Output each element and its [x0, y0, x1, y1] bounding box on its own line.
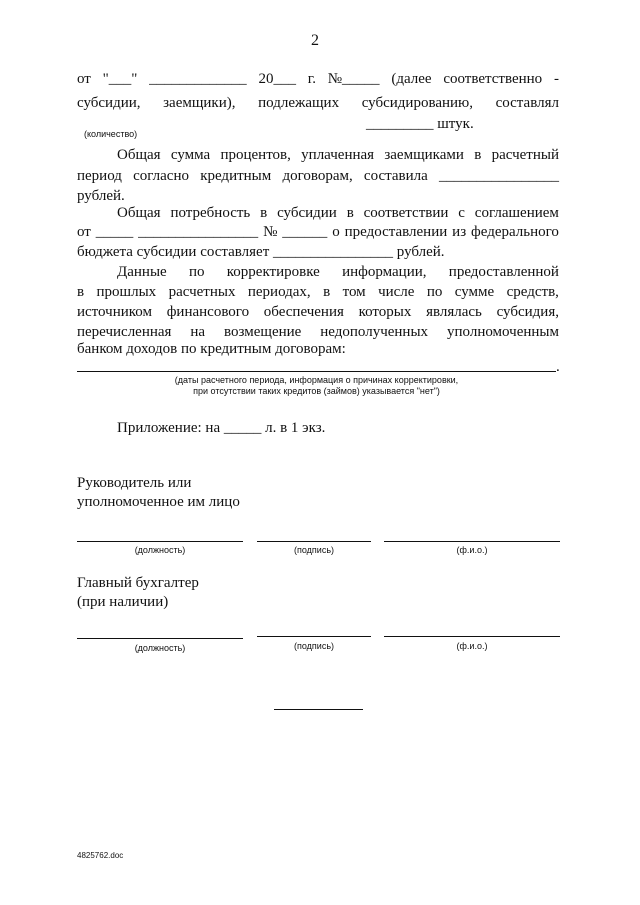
paragraph-1-line-1	[77, 69, 559, 89]
note-corrections-2: при отсутствии таких кредитов (займов) указывается "нет")	[193, 386, 440, 396]
word: финансового	[166, 304, 250, 320]
word: источником	[77, 304, 152, 320]
word: ______	[282, 224, 328, 240]
closing-separator	[274, 709, 363, 710]
word: субсидированию,	[361, 95, 473, 111]
paragraph-4-line-2	[77, 282, 559, 302]
word: Данные	[117, 264, 167, 280]
word: №	[263, 224, 278, 240]
word: сумма	[170, 147, 211, 163]
word: Общая	[117, 147, 161, 163]
word: уплаченная	[301, 147, 375, 163]
word: том	[342, 284, 366, 300]
word: перечисленная	[77, 324, 172, 340]
word: ________________	[138, 224, 259, 240]
word: являлась	[426, 304, 482, 320]
page-number: 2	[311, 32, 319, 49]
word: соответственно	[443, 71, 543, 87]
word: _____________	[149, 71, 247, 87]
word: составила	[363, 168, 428, 184]
note-corrections-1: (даты расчетного периода, информация о причинах корректировки,	[174, 375, 459, 385]
word: недополученных	[320, 324, 429, 340]
word: _____	[95, 224, 134, 240]
head-title-1: Руководитель или	[77, 475, 192, 491]
head-name-line	[384, 541, 560, 542]
word: в	[323, 284, 331, 300]
word: г.	[307, 71, 316, 87]
accountant-position-line	[77, 638, 243, 639]
word: из	[452, 224, 467, 240]
word: предоставленной	[448, 264, 559, 280]
word: числе	[378, 284, 415, 300]
word: федерального	[471, 224, 559, 240]
paragraph-3-line-1	[117, 203, 559, 223]
head-position-line	[77, 541, 243, 542]
word: по	[188, 264, 205, 280]
word: процентов,	[220, 147, 291, 163]
accountant-name-line	[384, 636, 560, 637]
paragraph-2-line-2	[77, 166, 559, 186]
attachment-line: Приложение: на _____ л. в 1 экз.	[117, 420, 326, 436]
word: с	[458, 205, 465, 221]
word: от	[77, 224, 91, 240]
head-position-label: (должность)	[134, 545, 186, 555]
word: 20___	[258, 71, 296, 87]
word: уполномоченным	[447, 324, 559, 340]
head-signature-line	[257, 541, 371, 542]
word: договорам,	[282, 168, 353, 184]
accountant-signature-label: (подпись)	[293, 641, 335, 651]
word: периодах,	[247, 284, 311, 300]
paragraph-4-line-1	[117, 262, 559, 282]
word: согласно	[133, 168, 189, 184]
quantity-line: _________ штук.	[366, 116, 474, 132]
head-signature-label: (подпись)	[293, 545, 335, 555]
word: в	[346, 205, 354, 221]
paragraph-3-line-2	[77, 222, 559, 242]
paragraph-3-line-3: бюджета субсидии составляет ________________ рублей.	[77, 244, 445, 260]
word: расчетных	[168, 284, 236, 300]
word: период	[77, 168, 122, 184]
note-quantity: (количество)	[84, 129, 138, 139]
word: субсидии	[277, 205, 337, 221]
word: о	[332, 224, 340, 240]
word: расчетный	[491, 147, 559, 163]
word: потребность	[170, 205, 251, 221]
word: субсидия,	[496, 304, 559, 320]
word: информации,	[342, 264, 427, 280]
word: обеспечения	[263, 304, 344, 320]
word: в	[474, 147, 482, 163]
word: субсидии,	[77, 95, 141, 111]
word: средств,	[506, 284, 559, 300]
paragraph-4-line-3	[77, 302, 559, 322]
word: заемщики),	[163, 95, 236, 111]
word: в	[77, 284, 85, 300]
word: которых	[358, 304, 412, 320]
word: соглашением	[474, 205, 559, 221]
footer-doc-id: 4825762.doc	[77, 851, 124, 860]
accountant-title-1: Главный бухгалтер	[77, 575, 199, 591]
word: Общая	[117, 205, 161, 221]
word: -	[553, 71, 559, 87]
word: в	[260, 205, 268, 221]
word: "___"	[102, 71, 138, 87]
word: корректировке	[226, 264, 320, 280]
accountant-signature-line	[257, 636, 371, 637]
word: прошлых	[96, 284, 157, 300]
word: заемщиками	[384, 147, 464, 163]
accountant-name-label: (ф.и.о.)	[456, 641, 488, 651]
word: (далее	[391, 71, 432, 87]
word: предоставлении	[344, 224, 448, 240]
word: составлял	[495, 95, 559, 111]
word: подлежащих	[258, 95, 340, 111]
head-name-label: (ф.и.о.)	[456, 545, 488, 555]
paragraph-2-line-3: рублей.	[77, 188, 125, 204]
word: №_____	[327, 71, 380, 87]
fill-line-dot: .	[556, 359, 560, 375]
paragraph-1-line-2	[77, 93, 559, 113]
accountant-position-label: (должность)	[134, 643, 186, 653]
word: по	[426, 284, 443, 300]
word: сумме	[454, 284, 495, 300]
word: соответствии	[363, 205, 449, 221]
word: возмещение	[224, 324, 302, 340]
accountant-title-2: (при наличии)	[77, 594, 169, 610]
word: кредитным	[200, 168, 272, 184]
word: от	[77, 71, 91, 87]
paragraph-4-line-5: банком доходов по кредитным договорам:	[77, 341, 346, 357]
head-title-2: уполномоченное им лицо	[77, 494, 240, 510]
word: на	[190, 324, 206, 340]
corrections-fill-line	[77, 371, 556, 372]
paragraph-2-line-1	[117, 145, 559, 165]
word: ________________	[438, 168, 559, 184]
